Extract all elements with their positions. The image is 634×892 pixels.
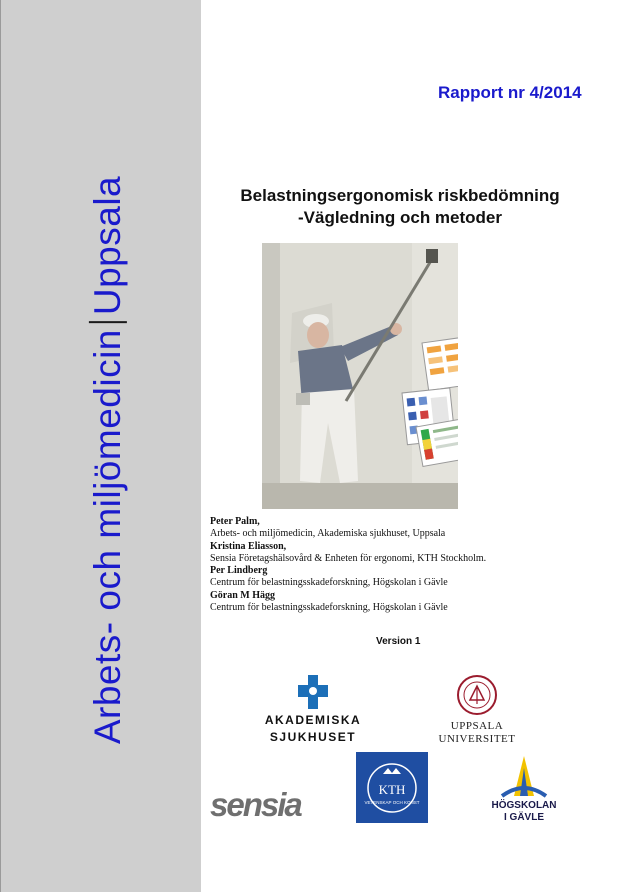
kth-logo-subtext: VETENSKAP OCH KONST xyxy=(364,800,420,805)
hogskolan-gavle-logo xyxy=(484,754,564,824)
document-title xyxy=(210,185,590,229)
cover-photo-illustration xyxy=(262,243,458,509)
sensia-logo: sensia xyxy=(210,786,301,823)
sidebar-title xyxy=(86,175,131,745)
author-affiliation: Centrum för belastningsskadeforskning, Högskolan i Gävle xyxy=(210,602,448,614)
akademiska-text-line2: SJUKHUSET xyxy=(269,730,357,744)
sidebar-title-left: Arbets- och miljömedicin xyxy=(86,329,128,745)
cover-photo xyxy=(262,243,458,509)
author-name: Kristina Eliasson, xyxy=(210,540,287,552)
author-affiliation: Centrum för belastningsskadeforskning, Högskolan i Gävle xyxy=(210,577,448,589)
author-name: Göran M Hägg xyxy=(210,589,275,601)
hig-text-line2: I GÄVLE xyxy=(503,812,544,823)
sidebar-title-right: Uppsala xyxy=(86,175,128,316)
author-list xyxy=(210,516,540,614)
akademiska-sjukhuset-logo xyxy=(258,675,368,747)
document-title-line1: Belastningsergonomisk riskbedömning xyxy=(240,186,560,205)
uppsala-text-line2: UNIVERSITET xyxy=(438,733,516,745)
author-name: Per Lindberg xyxy=(210,565,268,577)
kth-logo xyxy=(356,752,428,823)
author-affiliation: Sensia Företagshälsovård & Enheten för ergonomi, KTH Stockholm. xyxy=(210,552,487,564)
uppsala-universitet-logo xyxy=(437,674,517,750)
sidebar-title-separator xyxy=(89,321,127,323)
uppsala-text-line1: UPPSALA xyxy=(450,720,504,732)
author-name: Peter Palm, xyxy=(210,516,260,527)
author-affiliation: Arbets- och miljömedicin, Akademiska sjukhuset, Uppsala xyxy=(210,528,446,540)
hig-emblem-icon xyxy=(484,754,564,798)
hig-text-line1: HÖGSKOLAN xyxy=(491,800,557,811)
kth-logo-text: KTH xyxy=(378,782,406,797)
kth-emblem-icon xyxy=(356,752,428,823)
report-number: Rapport nr 4/2014 xyxy=(438,83,582,102)
uppsala-seal-icon xyxy=(457,674,497,716)
version-label: Version 1 xyxy=(376,636,421,647)
document-title-line2: -Vägledning och metoder xyxy=(297,208,503,227)
akademiska-text-line1: AKADEMISKA xyxy=(264,713,362,727)
akademiska-cross-icon xyxy=(298,675,328,709)
